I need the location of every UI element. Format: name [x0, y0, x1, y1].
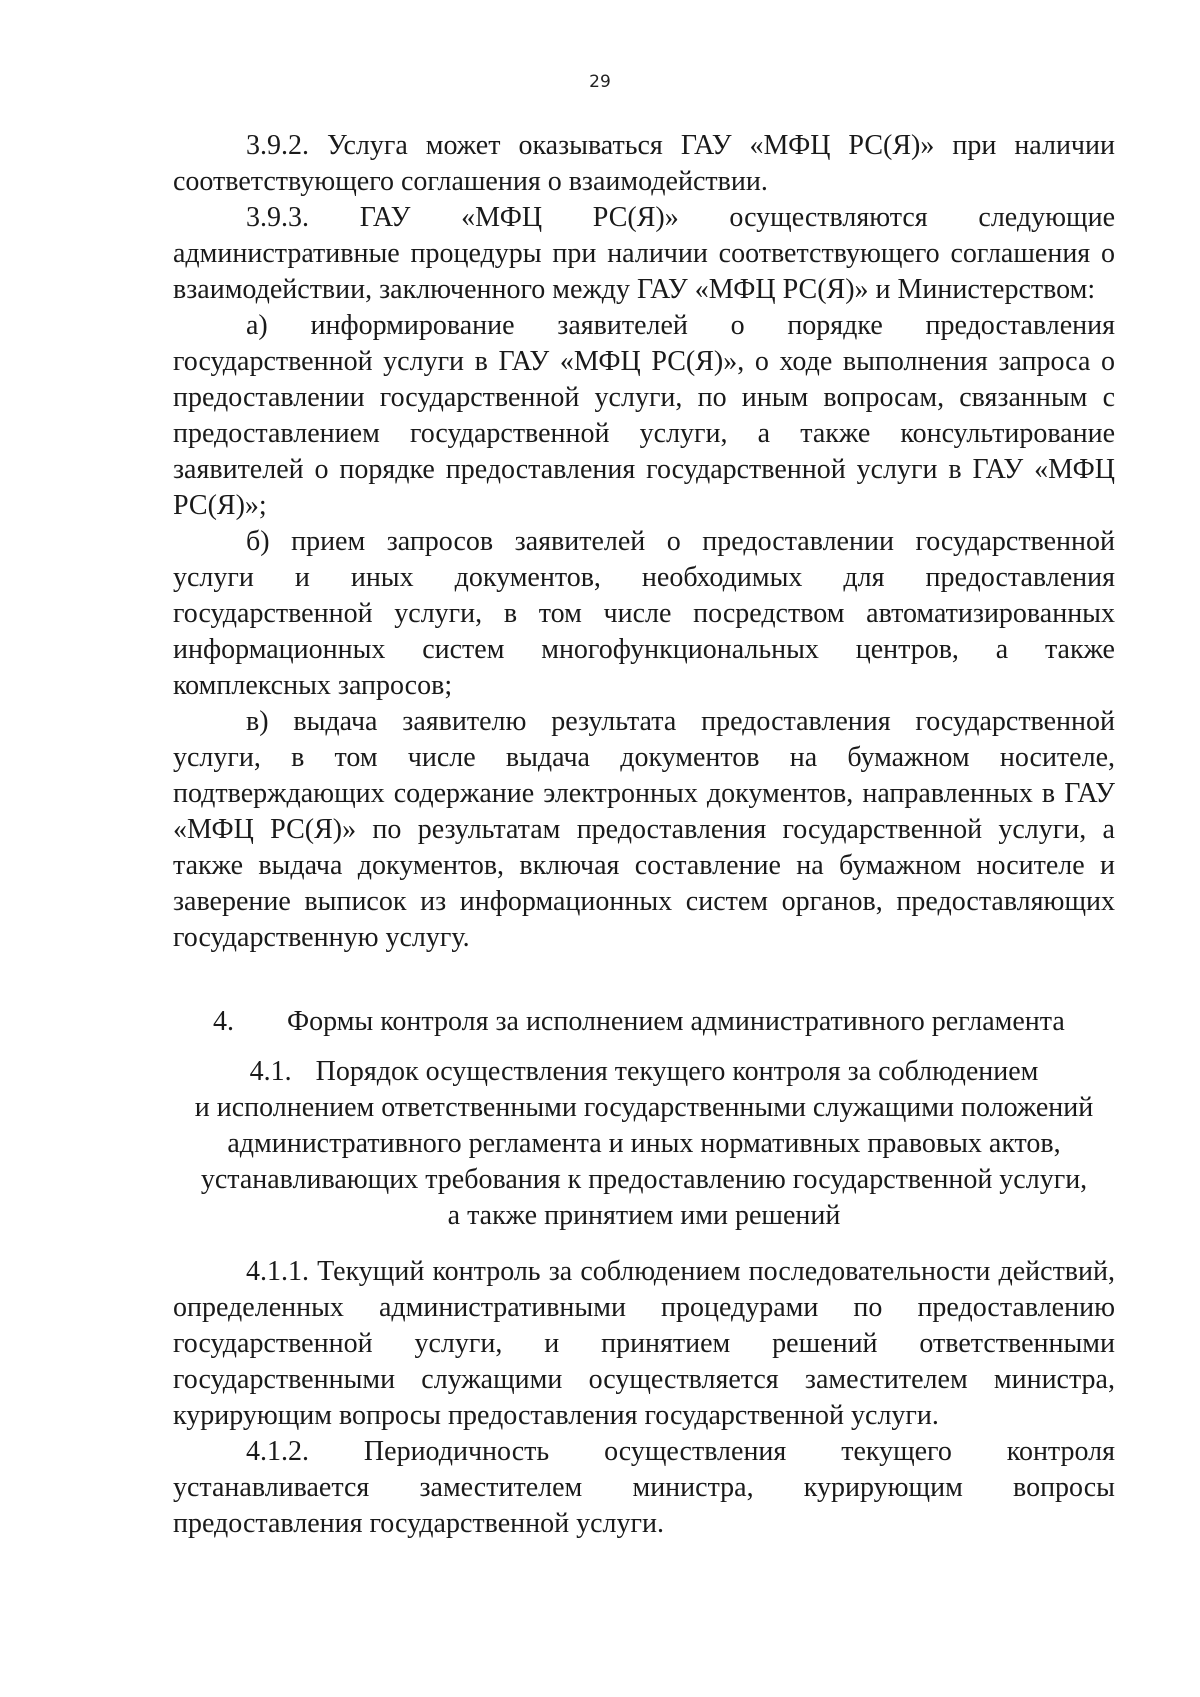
- paragraph-3-9-3: 3.9.3. ГАУ «МФЦ РС(Я)» осуществляются следующие административные процедуры при наличии соответствующего соглашения о взаимодействии, заключенного между ГАУ «МФЦ РС(Я)» и Министерством:: [173, 202, 1115, 305]
- document-body: [173, 128, 1115, 1542]
- subsection-title-line: Порядок осуществления текущего контроля за соблюдением: [315, 1056, 1039, 1087]
- paragraph-3-9-2: 3.9.2. Услуга может оказываться ГАУ «МФЦ РС(Я)» при наличии соответствующего соглашения о взаимодействии.: [173, 130, 1115, 197]
- subsection-heading-4-1: [173, 1054, 1115, 1234]
- subsection-number: 4.1.: [249, 1056, 292, 1087]
- paragraph-4-1-2: 4.1.2. Периодичность осуществления текущего контроля устанавливается заместителем министра, курирующим вопросы предоставления государственной услуги.: [173, 1436, 1115, 1539]
- subsection-title-line: и исполнением ответственными государственными служащими положений: [194, 1092, 1094, 1123]
- section-heading-4: [173, 1004, 1115, 1040]
- subsection-title-line: устанавливающих требования к предоставлению государственной услуги,: [200, 1164, 1088, 1195]
- subsection-heading-line-1: [173, 1054, 1115, 1090]
- section-number: 4.: [213, 1006, 234, 1037]
- section-title: Формы контроля за исполнением административного регламента: [287, 1006, 1065, 1037]
- paragraph-item-a: а) информирование заявителей о порядке предоставления государственной услуги в ГАУ «МФЦ РС(Я)», о ходе выполнения запроса о предоставлении государственной услуги, по иным вопросам, связанным с предоставлением государственной услуги, а также консультирование заявителей о порядке предоставления государственной услуги в ГАУ «МФЦ РС(Я)»;: [173, 310, 1115, 521]
- paragraph-item-v: в) выдача заявителю результата предоставления государственной услуги, в том числе выдача документов на бумажном носителе, подтверждающих содержание электронных документов, направленных в ГАУ «МФЦ РС(Я)» по результатам предоставления государственной услуги, а также выдача документов, включая составление на бумажном носителе и заверение выписок из информационных систем органов, предоставляющих государственную услугу.: [173, 706, 1115, 953]
- paragraph-4-1-1: 4.1.1. Текущий контроль за соблюдением последовательности действий, определенных административными процедурами по предоставлению государственной услуги, и принятием решений ответственными государственными служащими осуществляется заместителем министра, курирующим вопросы предоставления государственной услуги.: [173, 1256, 1115, 1431]
- paragraph-item-b: б) прием запросов заявителей о предоставлении государственной услуги и иных документов, необходимых для предоставления государственной услуги, в том числе посредством автоматизированных информационных систем многофункциональных центров, а также комплексных запросов;: [173, 526, 1115, 701]
- subsection-title-line: административного регламента и иных нормативных правовых актов,: [227, 1128, 1061, 1159]
- subsection-title-line: а также принятием ими решений: [447, 1200, 841, 1231]
- page-number: 29: [589, 72, 611, 92]
